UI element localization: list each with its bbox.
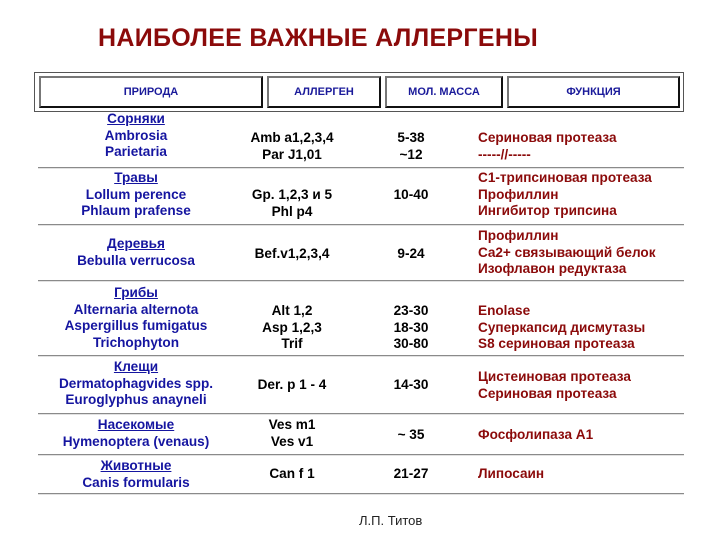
row-divider	[38, 413, 684, 415]
species-name: Phlaum prafense	[81, 203, 191, 218]
function-value: Ca2+ связывающий белок	[478, 244, 656, 260]
header-allergen: АЛЛЕРГЕН	[267, 76, 381, 108]
function-cell	[478, 466, 718, 483]
allergen-value: Can f 1	[269, 466, 315, 481]
header-function: ФУНКЦИЯ	[507, 76, 680, 108]
nature-cell	[40, 359, 232, 409]
function-value: Enolase	[478, 303, 531, 318]
function-cell	[478, 228, 718, 278]
mass-value: 23-30	[393, 303, 429, 318]
category-label: Животные	[100, 458, 172, 473]
species-name: Ambrosia	[104, 127, 168, 143]
nature-cell	[40, 111, 232, 161]
mass-cell	[352, 246, 470, 263]
row-divider	[38, 224, 684, 226]
category-label: Насекомые	[97, 417, 175, 432]
allergen-cell	[236, 466, 348, 483]
allergen-value: Par J1,01	[262, 146, 322, 162]
category-label: Сорняки	[107, 111, 165, 126]
mass-value: 21-27	[393, 466, 429, 481]
allergen-value: Bef.v1,2,3,4	[254, 246, 330, 261]
mass-value: 9-24	[397, 246, 425, 261]
species-name: Aspergillus fumigatus	[64, 318, 208, 333]
allergen-cell	[236, 377, 348, 394]
species-name: Dermatophagvides spp.	[58, 375, 214, 391]
allergen-value: Ves v1	[270, 433, 314, 449]
allergen-cell	[236, 187, 348, 220]
mass-value: ~ 35	[397, 427, 425, 442]
nature-cell	[40, 285, 232, 351]
allergen-value: Phl p4	[271, 203, 313, 219]
nature-cell	[40, 417, 232, 450]
function-value: Изофлавон редуктаза	[478, 261, 627, 276]
mass-cell	[352, 130, 470, 163]
species-name: Bebulla verrucosa	[77, 252, 195, 268]
allergen-value: Trif	[281, 336, 303, 351]
function-value: Сериновая протеаза	[478, 130, 617, 145]
nature-cell	[40, 236, 232, 269]
function-value: -----//-----	[478, 146, 531, 162]
species-name: Alternaria alternota	[73, 301, 199, 317]
allergen-value: Alt 1,2	[271, 303, 313, 318]
function-cell	[478, 170, 718, 220]
category-label: Деревья	[107, 236, 165, 251]
header-mass: МОЛ. МАССА	[385, 76, 503, 108]
species-name: Lollum perence	[85, 186, 187, 202]
function-cell	[478, 369, 718, 402]
mass-value: ~12	[399, 146, 423, 162]
species-name: Parietaria	[105, 144, 167, 159]
function-value: Ингибитор трипсина	[478, 203, 617, 218]
function-cell	[478, 303, 718, 353]
species-name: Hymenoptera (venaus)	[62, 433, 210, 449]
nature-cell	[40, 170, 232, 220]
category-label: Грибы	[114, 285, 158, 300]
row-divider	[38, 167, 684, 169]
category-label: Клещи	[113, 359, 159, 374]
allergen-cell	[236, 303, 348, 353]
allergen-value: Ves m1	[268, 417, 316, 432]
species-name: Canis formularis	[82, 474, 190, 490]
nature-cell	[40, 458, 232, 491]
mass-cell	[352, 187, 470, 204]
allergen-value: Amb a1,2,3,4	[250, 130, 334, 145]
row-divider	[38, 493, 684, 495]
function-value: С1-трипсиновая протеаза	[478, 170, 652, 185]
allergen-value: Gp. 1,2,3 и 5	[251, 187, 333, 202]
row-divider	[38, 280, 684, 282]
mass-value: 30-80	[393, 336, 429, 351]
row-divider	[38, 355, 684, 357]
function-value: S8 сериновая протеаза	[478, 336, 635, 351]
mass-value: 18-30	[393, 319, 429, 335]
mass-value: 10-40	[393, 187, 429, 202]
function-cell	[478, 427, 718, 444]
row-divider	[38, 454, 684, 456]
function-value: Липосаин	[478, 466, 545, 481]
mass-cell	[352, 427, 470, 444]
species-name: Trichophyton	[92, 334, 180, 350]
species-name: Euroglyphus anayneli	[65, 392, 207, 407]
page-title: НАИБОЛЕЕ ВАЖНЫЕ АЛЛЕРГЕНЫ	[98, 24, 538, 52]
mass-value: 14-30	[393, 377, 429, 392]
function-value: Фосфолипаза А1	[478, 427, 594, 442]
mass-value: 5-38	[397, 130, 425, 145]
mass-cell	[352, 466, 470, 483]
header-nature: ПРИРОДА	[39, 76, 263, 108]
allergen-value: Der. p 1 - 4	[257, 377, 327, 392]
function-value: Цистеиновая протеаза	[478, 369, 631, 384]
function-value: Сериновая протеаза	[478, 385, 617, 401]
mass-cell	[352, 303, 470, 353]
function-cell	[478, 130, 718, 163]
function-value: Профиллин	[478, 186, 559, 202]
author-footer: Л.П. Титов	[359, 513, 423, 528]
category-label: Травы	[114, 170, 158, 185]
allergen-cell	[236, 130, 348, 163]
table-header	[34, 72, 684, 112]
allergen-cell	[236, 246, 348, 263]
function-value: Суперкапсид дисмутазы	[478, 319, 646, 335]
mass-cell	[352, 377, 470, 394]
function-value: Профиллин	[478, 228, 559, 243]
allergen-value: Asp 1,2,3	[262, 319, 322, 335]
allergen-cell	[236, 417, 348, 450]
